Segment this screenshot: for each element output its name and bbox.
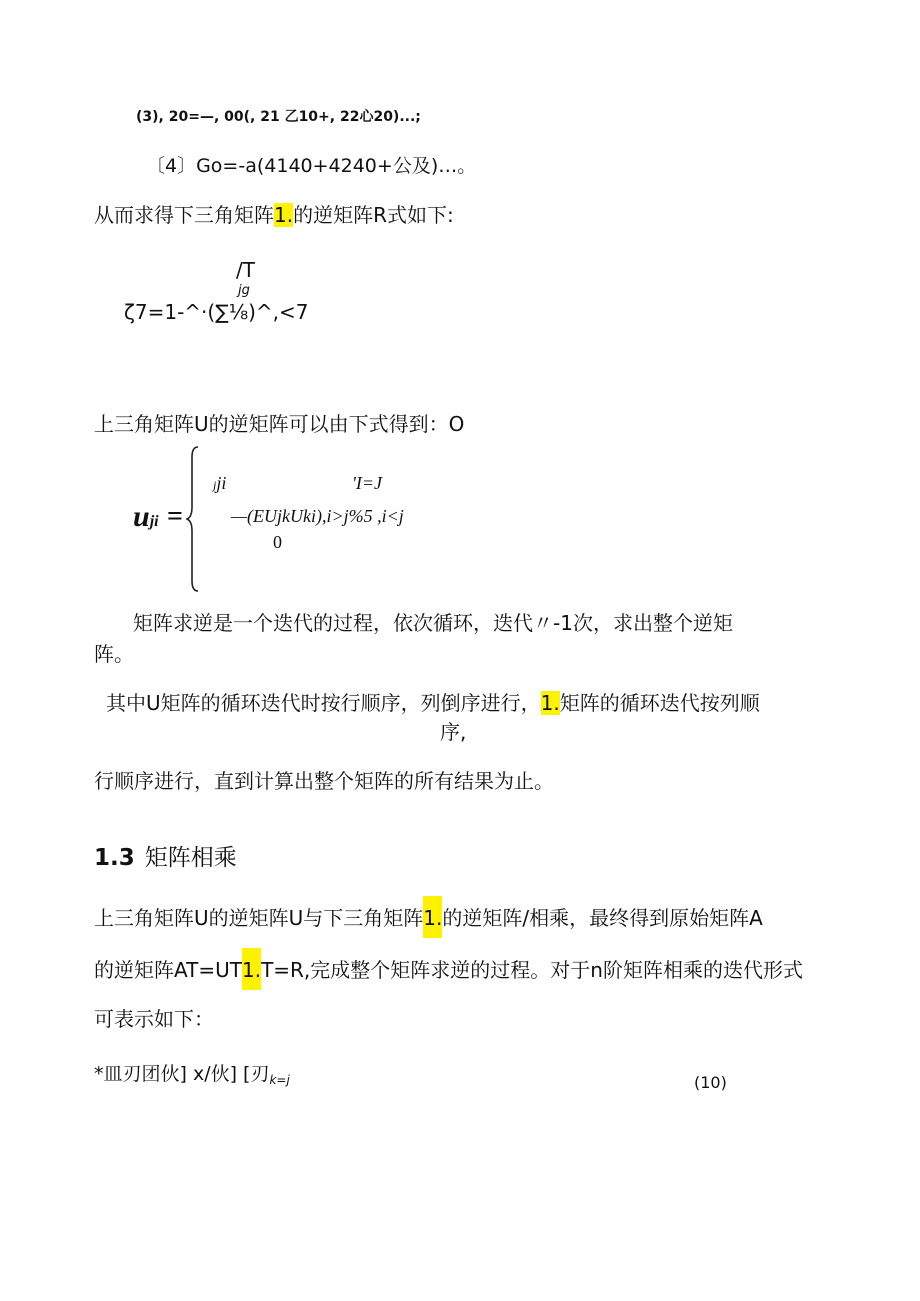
paragraph-order-line2: 序, [440,720,467,744]
paragraph-mult-line1 [94,902,763,931]
highlighted-text: 1. [242,948,261,990]
formula-u-case1-right: 'I=J [352,473,382,493]
paragraph-iteration-line1: 矩阵求逆是一个迭代的过程，依次循环，迭代〃-1次，求出整个逆矩 [133,611,733,635]
paragraph-upper-inverse-intro: 上三角矩阵U的逆矩阵可以由下式得到：O [94,412,465,436]
paragraph-order-line1 [106,687,760,716]
paragraph-iteration-line2: 阵。 [94,642,134,666]
formula-10-subscript: k=j [269,1073,290,1087]
formula-10-main: *皿刃团伙] x∕伙] [刃 [94,1063,270,1085]
formula-l-subscript: jg [238,283,250,298]
section-title: 矩阵相乘 [144,845,237,871]
text-segment: 的逆矩阵AT=UT [94,958,242,982]
case1-subscript-marker: j [213,478,217,492]
paragraph-lower-inverse-intro [94,199,454,228]
formula-10 [94,1059,290,1087]
text-segment: 从而求得下三角矩阵 [94,203,274,227]
case1-text: ji [216,473,227,493]
formula-u-case3: 0 [273,532,282,552]
highlighted-text: 1. [274,203,294,227]
section-heading [94,839,237,872]
text-segment: 的逆矩阵/相乘，最终得到原始矩阵A [442,906,763,930]
highlighted-text: 1. [423,896,442,938]
paragraph-mult-line2 [94,954,803,983]
formula-u-lhs-letter: u [133,500,150,533]
formula-l-top: /T [236,258,255,282]
paragraph-mult-line3: 可表示如下： [94,1007,214,1031]
highlighted-text: 1. [540,691,560,715]
left-brace-icon [186,445,200,593]
formula-u-equals: = [167,501,183,532]
paragraph-order-line3: 行顺序进行，直到计算出整个矩阵的所有结果为止。 [94,769,554,793]
text-segment: 的逆矩阵R式如下: [293,203,454,227]
section-number: 1.3 [94,845,135,871]
equation-3: (3), 20=—, 00(, 21 乙10+, 22心20)...; [136,109,421,125]
formula-u-lhs-subscript: ji [149,513,159,530]
formula-u-lhs [133,500,159,534]
formula-u-case2: —(EUjkUki),i>j%5 ,i<j [231,506,404,526]
equation-4: 〔4〕Go=-a(4140+4240+公及)…。 [146,155,477,177]
text-segment: 其中U矩阵的循环迭代时按行顺序，列倒序进行， [106,691,541,715]
text-segment: 上三角矩阵U的逆矩阵U与下三角矩阵 [94,906,424,930]
equation-number: (10) [694,1073,727,1092]
formula-u-case1-left [213,473,226,494]
text-segment: T=R,完成整个矩阵求逆的过程。对于n阶矩阵相乘的迭代形式 [261,958,803,982]
formula-l-main: ζ7=1-^·(∑⅛)^,<7 [124,300,309,324]
text-segment: 矩阵的循环迭代按列顺 [559,691,760,715]
